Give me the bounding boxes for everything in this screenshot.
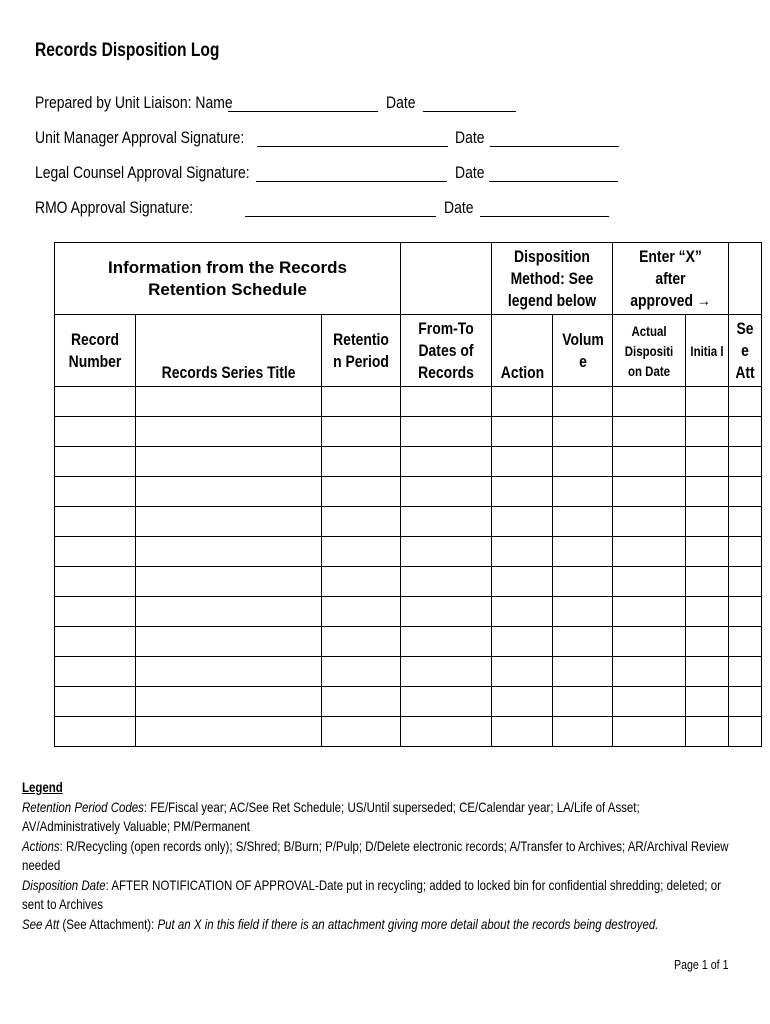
cell-action[interactable]: [492, 477, 553, 507]
cell-actual-disposition-date[interactable]: [613, 567, 686, 597]
cell-retention-period[interactable]: [322, 537, 401, 567]
cell-record-number[interactable]: [55, 537, 136, 567]
cell-volume[interactable]: [553, 507, 613, 537]
cell-series-title[interactable]: [136, 537, 322, 567]
cell-action[interactable]: [492, 657, 553, 687]
table-column-header-row: [55, 315, 762, 387]
disposition-group-header: Disposition Method: See legend below: [492, 243, 613, 315]
cell-see-att[interactable]: [729, 687, 762, 717]
cell-action[interactable]: [492, 717, 553, 747]
prepared-by-label: Prepared by Unit Liaison: Name: [35, 93, 233, 112]
page-number: Page 1 of 1: [673, 957, 728, 972]
cell-retention-period[interactable]: [322, 567, 401, 597]
date-label: Date: [455, 163, 485, 182]
cell-series-title[interactable]: [136, 507, 322, 537]
cell-initial[interactable]: [686, 567, 729, 597]
blank-header-cell: [729, 243, 762, 315]
table-row: [55, 417, 762, 447]
legal-counsel-label: Legal Counsel Approval Signature:: [35, 163, 250, 182]
cell-retention-period[interactable]: [322, 477, 401, 507]
cell-from-to-dates[interactable]: [401, 627, 492, 657]
disposition-log-table: [54, 242, 762, 747]
cell-actual-disposition-date[interactable]: [613, 417, 686, 447]
cell-retention-period[interactable]: [322, 387, 401, 417]
cell-action[interactable]: [492, 567, 553, 597]
cell-volume[interactable]: [553, 717, 613, 747]
cell-from-to-dates[interactable]: [401, 687, 492, 717]
cell-record-number[interactable]: [55, 657, 136, 687]
cell-action[interactable]: [492, 447, 553, 477]
cell-actual-disposition-date[interactable]: [613, 657, 686, 687]
cell-from-to-dates[interactable]: [401, 477, 492, 507]
col-record-number: Record Number: [55, 315, 136, 387]
unit-manager-row: [35, 128, 735, 150]
cell-action[interactable]: [492, 417, 553, 447]
table-row: [55, 657, 762, 687]
cell-see-att[interactable]: [729, 657, 762, 687]
cell-actual-disposition-date[interactable]: [613, 507, 686, 537]
cell-retention-period[interactable]: [322, 597, 401, 627]
rmo-signature-field[interactable]: [245, 198, 436, 217]
prepared-by-name-field[interactable]: [228, 93, 378, 112]
cell-record-number[interactable]: [55, 717, 136, 747]
col-action: Action: [492, 315, 553, 387]
page-title: Records Disposition Log: [35, 40, 220, 61]
legal-counsel-signature-field[interactable]: [256, 163, 447, 182]
date-label: Date: [455, 128, 485, 147]
cell-initial[interactable]: [686, 417, 729, 447]
cell-actual-disposition-date[interactable]: [613, 537, 686, 567]
cell-retention-period[interactable]: [322, 447, 401, 477]
col-volume: Volum e: [553, 315, 613, 387]
cell-initial[interactable]: [686, 447, 729, 477]
cell-series-title[interactable]: [136, 477, 322, 507]
cell-record-number[interactable]: [55, 597, 136, 627]
cell-retention-period[interactable]: [322, 627, 401, 657]
cell-see-att[interactable]: [729, 417, 762, 447]
cell-record-number[interactable]: [55, 507, 136, 537]
unit-manager-label: Unit Manager Approval Signature:: [35, 128, 245, 147]
cell-volume[interactable]: [553, 597, 613, 627]
cell-see-att[interactable]: [729, 537, 762, 567]
table-row: [55, 387, 762, 417]
legend-disposition-date: Disposition Date: AFTER NOTIFICATION OF APPROVAL-Date put in recycling; added to locked bin for confidential shredding; deleted; or sent to Archives: [22, 876, 721, 912]
cell-record-number[interactable]: [55, 387, 136, 417]
legal-counsel-row: [35, 163, 735, 185]
cell-series-title[interactable]: [136, 687, 322, 717]
col-retention-period: Retentio n Period: [322, 315, 401, 387]
cell-series-title[interactable]: [136, 657, 322, 687]
cell-from-to-dates[interactable]: [401, 657, 492, 687]
cell-initial[interactable]: [686, 657, 729, 687]
cell-see-att[interactable]: [729, 477, 762, 507]
cell-record-number[interactable]: [55, 477, 136, 507]
table-row: [55, 567, 762, 597]
enter-x-group-header: Enter “X” after approved →: [613, 243, 729, 315]
table-row: [55, 447, 762, 477]
table-row: [55, 507, 762, 537]
unit-manager-signature-field[interactable]: [257, 128, 448, 147]
cell-actual-disposition-date[interactable]: [613, 687, 686, 717]
cell-series-title[interactable]: [136, 417, 322, 447]
cell-initial[interactable]: [686, 687, 729, 717]
cell-initial[interactable]: [686, 597, 729, 627]
legal-counsel-date-field[interactable]: [489, 163, 618, 182]
col-initial: Initia l: [686, 315, 729, 387]
table-row: [55, 537, 762, 567]
cell-initial[interactable]: [686, 507, 729, 537]
cell-action[interactable]: [492, 387, 553, 417]
info-group-header: Information from the Records Retention Schedule: [55, 243, 401, 315]
cell-record-number[interactable]: [55, 687, 136, 717]
cell-from-to-dates[interactable]: [401, 417, 492, 447]
cell-initial[interactable]: [686, 627, 729, 657]
cell-see-att[interactable]: [729, 507, 762, 537]
cell-from-to-dates[interactable]: [401, 537, 492, 567]
legend-heading: Legend: [22, 779, 63, 795]
cell-actual-disposition-date[interactable]: [613, 447, 686, 477]
cell-action[interactable]: [492, 597, 553, 627]
legend: [22, 778, 737, 934]
legend-retention-codes: Retention Period Codes: FE/Fiscal year; AC/See Ret Schedule; US/Until superseded; CE/Calendar year; LA/Life of Asset; AV/Administratively Valuable; PM/Permanent: [22, 798, 640, 834]
rmo-date-field[interactable]: [480, 198, 609, 217]
cell-initial[interactable]: [686, 477, 729, 507]
rmo-label: RMO Approval Signature:: [35, 198, 194, 217]
cell-series-title[interactable]: [136, 717, 322, 747]
cell-see-att[interactable]: [729, 387, 762, 417]
cell-see-att[interactable]: [729, 627, 762, 657]
cell-volume[interactable]: [553, 627, 613, 657]
table-group-header-row: [55, 243, 762, 315]
cell-actual-disposition-date[interactable]: [613, 627, 686, 657]
cell-volume[interactable]: [553, 687, 613, 717]
cell-see-att[interactable]: [729, 567, 762, 597]
cell-see-att[interactable]: [729, 597, 762, 627]
table-row: [55, 627, 762, 657]
cell-volume[interactable]: [553, 657, 613, 687]
cell-series-title[interactable]: [136, 567, 322, 597]
cell-actual-disposition-date[interactable]: [613, 717, 686, 747]
cell-retention-period[interactable]: [322, 507, 401, 537]
cell-retention-period[interactable]: [322, 717, 401, 747]
date-label: Date: [444, 198, 474, 217]
cell-volume[interactable]: [553, 477, 613, 507]
cell-from-to-dates[interactable]: [401, 507, 492, 537]
cell-series-title[interactable]: [136, 447, 322, 477]
cell-record-number[interactable]: [55, 627, 136, 657]
prepared-by-date-field[interactable]: [423, 93, 516, 112]
cell-actual-disposition-date[interactable]: [613, 387, 686, 417]
cell-volume[interactable]: [553, 567, 613, 597]
col-from-to-dates: From-To Dates of Records: [401, 315, 492, 387]
table-row: [55, 477, 762, 507]
cell-volume[interactable]: [553, 447, 613, 477]
cell-series-title[interactable]: [136, 387, 322, 417]
cell-action[interactable]: [492, 687, 553, 717]
cell-from-to-dates[interactable]: [401, 447, 492, 477]
date-label: Date: [386, 93, 416, 112]
cell-from-to-dates[interactable]: [401, 387, 492, 417]
rmo-row: [35, 198, 735, 220]
cell-retention-period[interactable]: [322, 687, 401, 717]
cell-retention-period[interactable]: [322, 657, 401, 687]
cell-record-number[interactable]: [55, 447, 136, 477]
cell-initial[interactable]: [686, 717, 729, 747]
cell-initial[interactable]: [686, 537, 729, 567]
cell-action[interactable]: [492, 507, 553, 537]
table-row: [55, 717, 762, 747]
prepared-by-row: [35, 93, 735, 115]
legend-actions: Actions: R/Recycling (open records only); S/Shred; B/Burn; P/Pulp; D/Delete electronic records; A/Transfer to Archives; AR/Archival Review needed: [22, 837, 729, 873]
table-row: [55, 597, 762, 627]
cell-retention-period[interactable]: [322, 417, 401, 447]
cell-see-att[interactable]: [729, 447, 762, 477]
cell-action[interactable]: [492, 537, 553, 567]
cell-actual-disposition-date[interactable]: [613, 597, 686, 627]
cell-initial[interactable]: [686, 387, 729, 417]
cell-from-to-dates[interactable]: [401, 717, 492, 747]
cell-from-to-dates[interactable]: [401, 597, 492, 627]
cell-action[interactable]: [492, 627, 553, 657]
col-see-att: Se e Att: [729, 315, 762, 387]
cell-record-number[interactable]: [55, 417, 136, 447]
cell-volume[interactable]: [553, 537, 613, 567]
cell-series-title[interactable]: [136, 597, 322, 627]
blank-header-cell: [401, 243, 492, 315]
cell-volume[interactable]: [553, 387, 613, 417]
table-row: [55, 687, 762, 717]
cell-volume[interactable]: [553, 417, 613, 447]
unit-manager-date-field[interactable]: [490, 128, 619, 147]
cell-series-title[interactable]: [136, 627, 322, 657]
col-series-title: Records Series Title: [136, 315, 322, 387]
legend-see-att: See Att (See Attachment): Put an X in this field if there is an attachment giving more detail about the records being destroyed.: [22, 915, 659, 932]
cell-from-to-dates[interactable]: [401, 567, 492, 597]
cell-actual-disposition-date[interactable]: [613, 477, 686, 507]
cell-see-att[interactable]: [729, 717, 762, 747]
cell-record-number[interactable]: [55, 567, 136, 597]
col-actual-disposition-date: Actual Dispositi on Date: [613, 315, 686, 387]
